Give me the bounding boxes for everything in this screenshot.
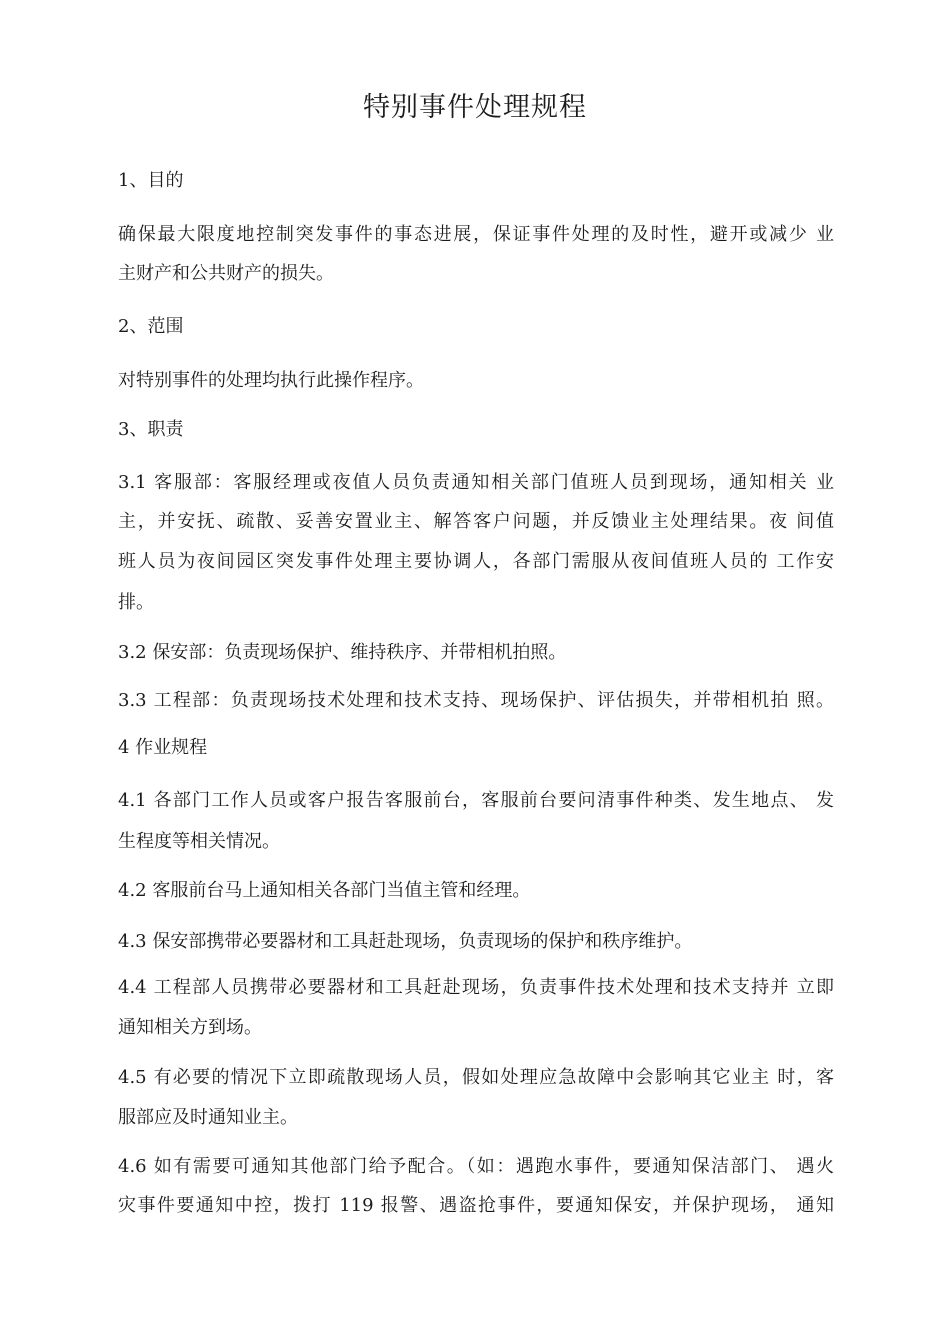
paragraph-line: 4.2 客服前台马上通知相关各部门当值主管和经理。	[118, 880, 531, 901]
paragraph-line: 4.5 有必要的情况下立即疏散现场人员，假如处理应急故障中会影响其它业主 时，客	[118, 1067, 834, 1088]
paragraph-line: 3.1 客服部：客服经理或夜值人员负责通知相关部门值班人员到现场，通知相关 业	[118, 472, 834, 493]
paragraph-line: 生程度等相关情况。	[118, 831, 280, 852]
document-title: 特别事件处理规程	[363, 92, 587, 123]
paragraph-line: 4.6 如有需要可通知其他部门给予配合。（如：遇跑水事件，要通知保洁部门、 遇火	[118, 1156, 834, 1177]
paragraph-line: 服部应及时通知业主。	[118, 1107, 298, 1128]
paragraph-line: 排。	[118, 592, 154, 613]
paragraph-line: 对特别事件的处理均执行此操作程序。	[118, 370, 424, 391]
paragraph-line: 确保最大限度地控制突发事件的事态进展，保证事件处理的及时性，避开或减少 业	[118, 224, 834, 245]
paragraph-line: 通知相关方到场。	[118, 1017, 262, 1038]
section-heading-duties: 3、职责	[118, 419, 184, 440]
section-heading-purpose: 1、目的	[118, 170, 184, 191]
paragraph-line: 班人员为夜间园区突发事件处理主要协调人，各部门需服从夜间值班人员的 工作安	[118, 551, 834, 572]
section-heading-procedure: 4 作业规程	[118, 737, 208, 758]
paragraph-line: 3.2 保安部：负责现场保护、维持秩序、并带相机拍照。	[118, 642, 567, 663]
paragraph-line: 4.4 工程部人员携带必要器材和工具赶赴现场，负责事件技术处理和技术支持并 立即	[118, 977, 834, 998]
paragraph-line: 4.3 保安部携带必要器材和工具赶赴现场，负责现场的保护和秩序维护。	[118, 931, 693, 952]
paragraph-line: 3.3 工程部：负责现场技术处理和技术支持、现场保护、评估损失，并带相机拍 照。	[118, 690, 834, 711]
paragraph-line: 主财产和公共财产的损失。	[118, 263, 334, 284]
paragraph-line: 4.1 各部门工作人员或客户报告客服前台，客服前台要问清事件种类、发生地点、 发	[118, 790, 834, 811]
section-heading-scope: 2、范围	[118, 316, 184, 337]
paragraph-line: 主，并安抚、疏散、妥善安置业主、解答客户问题，并反馈业主处理结果。夜 间值	[118, 511, 834, 532]
paragraph-line: 灾事件要通知中控，拨打 119 报警、遇盗抢事件，要通知保安，并保护现场， 通知	[118, 1195, 834, 1216]
